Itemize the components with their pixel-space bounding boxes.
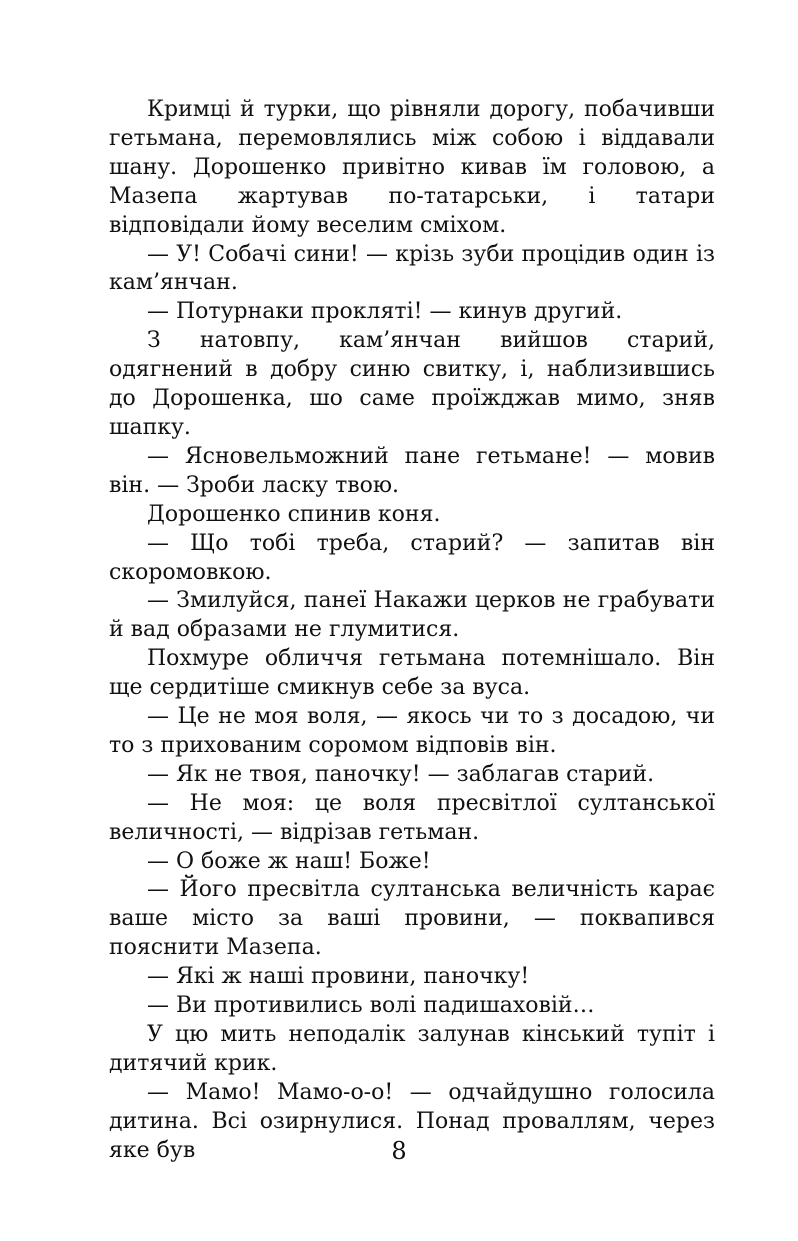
paragraph: — Це не моя воля, — якось чи то з досадою, чи то з прихованим соромом відповів він.	[109, 704, 715, 758]
paragraph: — Ясновельможний пане гетьмане! — мовив він. — Зроби ласку твою.	[109, 443, 715, 498]
paragraph: — О боже ж наш! Боже!	[147, 848, 431, 874]
paragraph: У цю мить неподалік залунав кінський тупіт і дитячий крик.	[109, 1022, 715, 1076]
paragraph: — Мамо! Мамо-о-о! — одчайдушно голосила дитина. Всі озирнулися. Понад проваллям, через яке був	[109, 1079, 715, 1163]
paragraph: — Не моя: це воля пресвітлої султанської величності, — відрізав гетьман.	[109, 790, 715, 845]
paragraph: — Потурнаки прокляті! — кинув другий.	[147, 299, 623, 325]
body-text	[109, 96, 715, 1166]
page-number: 8	[391, 1137, 407, 1165]
paragraph: — Ви противились волі падишаховій…	[147, 993, 595, 1019]
paragraph: — Що тобі треба, старий? — запитав він скоромовкою.	[109, 530, 715, 585]
paragraph: — Змилуйся, панеї Накажи церков не грабувати й вад образами не глумитися.	[109, 588, 715, 643]
paragraph: Похмуре обличчя гетьмана потемнішало. Він ще сердитіше смикнув себе за вуса.	[109, 646, 715, 701]
paragraph: — Його пресвітла султанська величність карає ваше місто за ваші провини, — поквапився пояснити Мазепа.	[109, 877, 715, 961]
paragraph: Дорошенко спинив коня.	[147, 501, 441, 527]
paragraph: Кримці й турки, що рівняли дорогу, побачивши гетьмана, перемовлялись між собою і віддавали шану. Дорошенко привітно кивав їм головою, а Мазепа жартував по-татарськи, і татари відповідали йому веселим сміхом.	[109, 97, 715, 238]
paragraph: — У! Собачі сини! — крізь зуби процідив один із кам’янчан.	[109, 241, 715, 296]
paragraph: — Які ж наші провини, паночку!	[147, 964, 530, 990]
paragraph: — Як не твоя, паночку! — заблагав старий.	[147, 761, 655, 787]
paragraph: З натовпу, кам’янчан вийшов старий, одягнений в добру синю свитку, і, наблизившись до Дорошенка, шо саме проїжджав мимо, зняв шапку.	[109, 328, 715, 440]
